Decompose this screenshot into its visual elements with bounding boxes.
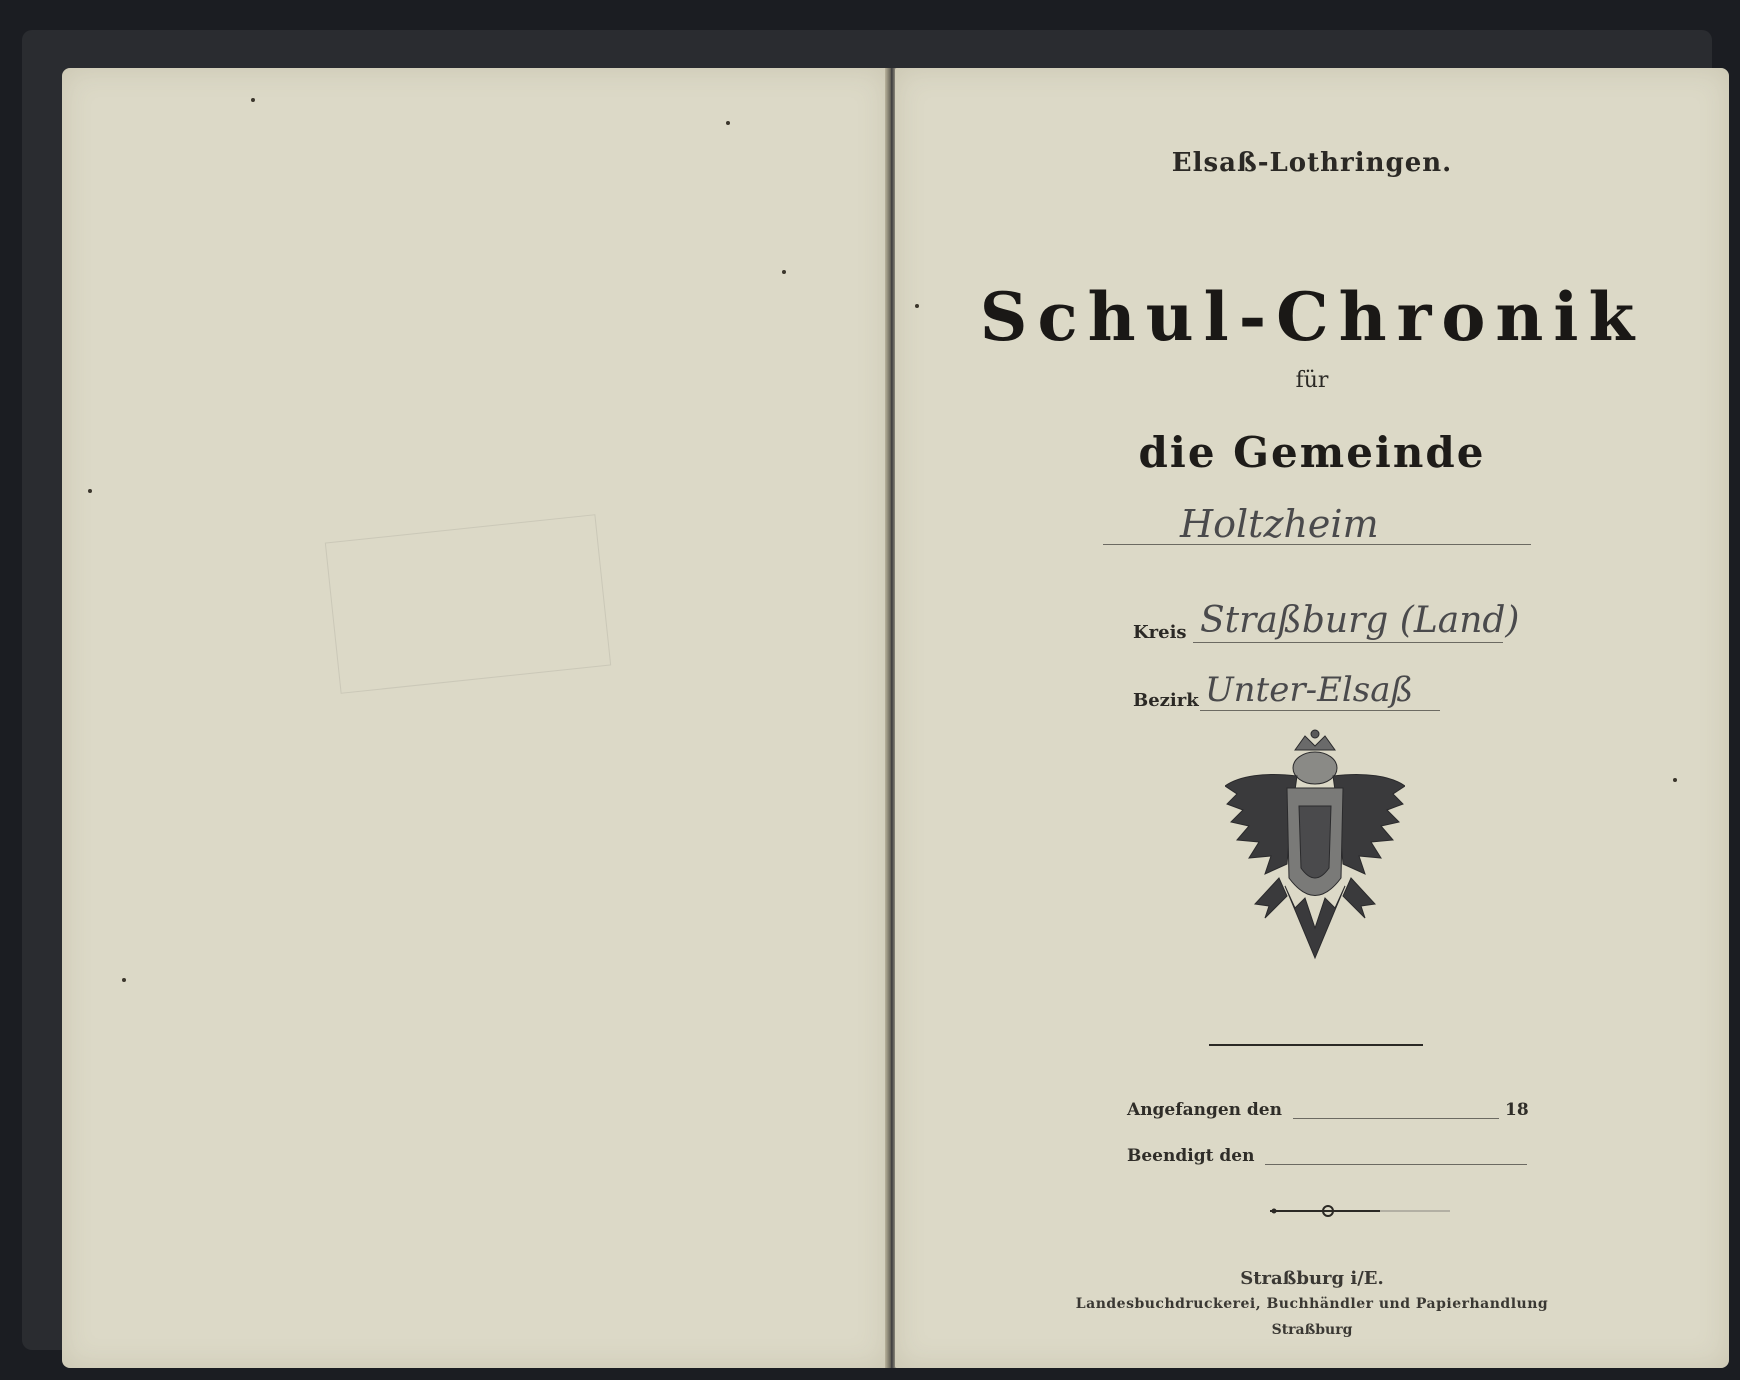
paper-speck (915, 304, 919, 308)
begun-underline (1293, 1118, 1499, 1119)
decorative-rule (1209, 1044, 1423, 1046)
chronicle-title: Schul-Chronik (979, 278, 1645, 356)
paper-speck (726, 121, 730, 125)
paper-speck (782, 270, 786, 274)
region-heading: Elsaß-Lothringen. (1171, 148, 1453, 178)
region-value: Unter-Elsaß (1205, 670, 1414, 710)
district-label: Kreis (1133, 622, 1187, 643)
right-page (895, 68, 1729, 1368)
district-field (895, 600, 1729, 644)
begun-label: Angefangen den (1127, 1100, 1282, 1120)
region-underline (1200, 710, 1440, 711)
imprint-city: Straßburg i/E. (1240, 1268, 1384, 1289)
region-field (895, 670, 1729, 716)
region-label: Bezirk (1133, 690, 1199, 711)
municipality-heading: die Gemeinde (1138, 428, 1486, 477)
imperial-eagle-icon (1225, 728, 1405, 988)
municipality-field (895, 502, 1729, 548)
paper-speck (122, 978, 126, 982)
ornament-divider-icon (1270, 1204, 1450, 1218)
begun-year-prefix: 18 (1505, 1100, 1529, 1120)
paper-speck (88, 489, 92, 493)
imprint-publisher: Landesbuchdruckerei, Buchhändler und Papierhandlung (1075, 1296, 1549, 1312)
ended-label: Beendigt den (1127, 1146, 1255, 1166)
paper-speck (1673, 778, 1677, 782)
district-underline (1193, 642, 1503, 643)
left-page (62, 68, 887, 1368)
for-label: für (1295, 368, 1329, 393)
district-value: Straßburg (Land) (1200, 600, 1520, 641)
book-spread (22, 30, 1712, 1350)
ended-underline (1265, 1164, 1527, 1165)
imprint-place: Straßburg (1271, 1322, 1353, 1338)
faint-pencil-mark (325, 514, 611, 694)
paper-speck (251, 98, 255, 102)
municipality-value: Holtzheim (1180, 502, 1379, 546)
